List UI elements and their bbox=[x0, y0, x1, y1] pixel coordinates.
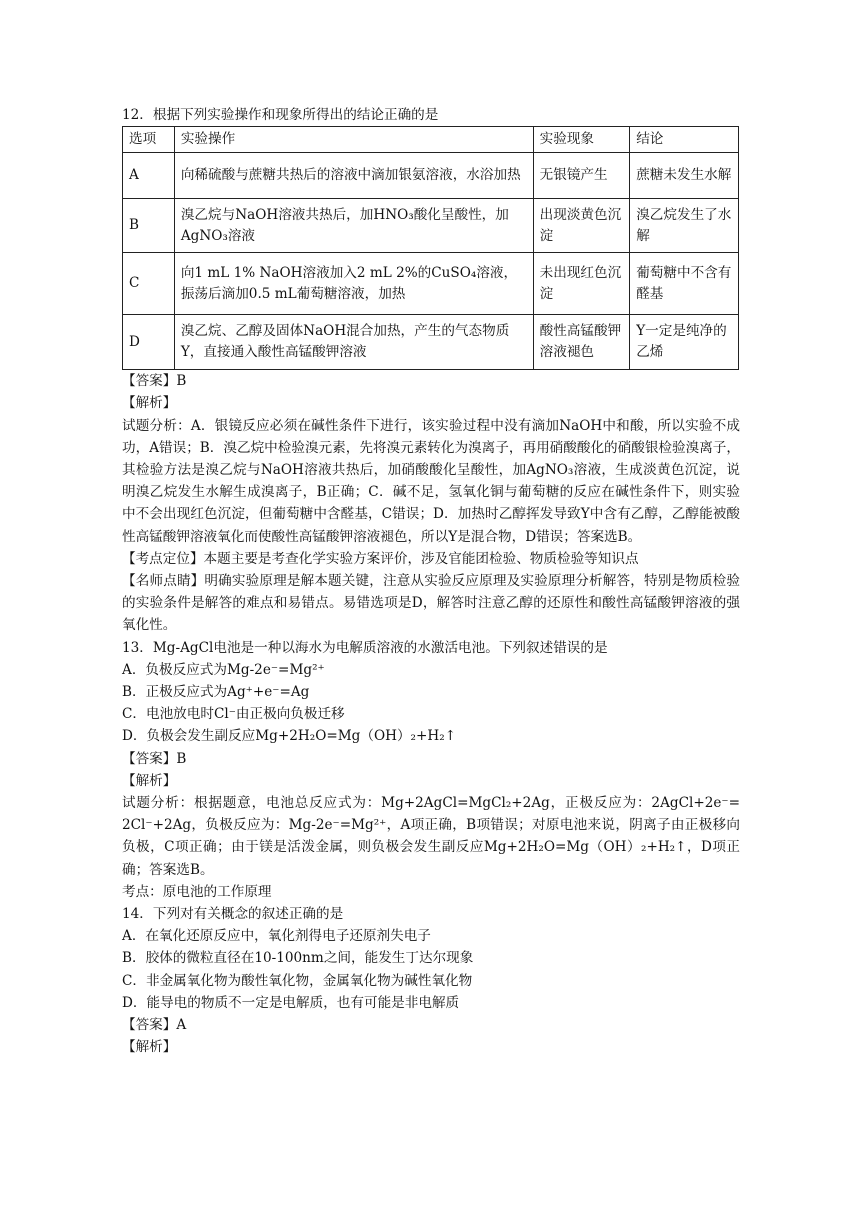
row-conclusion: Y一定是纯净的乙烯 bbox=[630, 315, 739, 370]
q13-option-b: B．正极反应式为Ag⁺+e⁻=Ag bbox=[122, 684, 310, 701]
q13-point: 考点：原电池的工作原理 bbox=[122, 883, 272, 900]
q13-answer: 【答案】B bbox=[122, 750, 187, 767]
q12-analysis: 试题分析：A．银镜反应必须在碱性条件下进行，该实验过程中没有滴加NaOH中和酸，所以实验不成功，A错误；B．溴乙烷中检验溴元素，先将溴元素转化为溴离子，再用硝酸酸化的硝酸银检验溴离子，其检验方法是溴乙烷与NaOH溶液共热后，加硝酸酸化呈酸性，加AgNO₃溶液，生成淡黄色沉淀，说明溴乙烷发生水解生成溴离子，B正确；C．碱不足，氢氧化铜与葡萄糖的反应在碱性条件下，则实验中不会出现红色沉淀，但葡萄糖中含醛基，C错误；D．加热时乙醇挥发导致Y中含有乙醇，乙醇能被酸性高锰酸钾溶液氧化而使酸性高锰酸钾溶液褪色，所以Y是混合物，D错误；答案选B。 bbox=[122, 417, 740, 545]
table-row bbox=[123, 199, 739, 253]
q12-tip: 【名师点睛】明确实验原理是解本题关键，注意从实验反应原理及实验原理分析解答，特别是物质检验的实验条件是解答的难点和易错点。易错选项是D，解答时注意乙醇的还原性和酸性高锰酸钾溶液的强氧化性。 bbox=[122, 573, 740, 634]
q12-stem: 12．根据下列实验操作和现象所得出的结论正确的是 bbox=[122, 107, 439, 123]
q13-analysis-title: 【解析】 bbox=[122, 772, 177, 789]
q12-point: 【考点定位】本题主要是考查化学实验方案评价，涉及官能团检验、物质检验等知识点 bbox=[122, 550, 639, 567]
row-phenomenon: 酸性高锰酸钾溶液褪色 bbox=[533, 315, 630, 370]
row-operation: 向1 mL 1% NaOH溶液加入2 mL 2%的CuSO₄溶液，振荡后滴加0.5 mL葡萄糖溶液，加热 bbox=[174, 253, 533, 315]
q14-option-c: C．非金属氧化物为酸性氧化物，金属氧化物为碱性氧化物 bbox=[122, 972, 473, 989]
q12-analysis-title: 【解析】 bbox=[122, 395, 177, 412]
row-option: A bbox=[123, 153, 175, 199]
q13-option-a: A．负极反应式为Mg-2e⁻=Mg²⁺ bbox=[122, 661, 325, 678]
row-conclusion: 葡萄糖中不含有醛基 bbox=[630, 253, 739, 315]
table-row bbox=[123, 153, 739, 199]
q14-answer: 【答案】A bbox=[122, 1017, 187, 1034]
header-operation: 实验操作 bbox=[174, 127, 533, 153]
row-option: D bbox=[123, 315, 175, 370]
q14-stem: 14．下列对有关概念的叙述正确的是 bbox=[122, 906, 344, 923]
q14-option-d: D．能导电的物质不一定是电解质，也有可能是非电解质 bbox=[122, 994, 460, 1011]
row-operation: 溴乙烷与NaOH溶液共热后，加HNO₃酸化呈酸性，加AgNO₃溶液 bbox=[174, 199, 533, 253]
row-operation: 溴乙烷、乙醇及固体NaOH混合加热，产生的气态物质Y，直接通入酸性高锰酸钾溶液 bbox=[174, 315, 533, 370]
q14-option-b: B．胶体的微粒直径在10-100nm之间，能发生丁达尔现象 bbox=[122, 950, 474, 967]
row-option: C bbox=[123, 253, 175, 315]
q13-analysis: 试题分析：根据题意，电池总反应式为：Mg+2AgCl=MgCl₂+2Ag，正极反应为：2AgCl+2e⁻= 2Cl⁻+2Ag，负极反应为：Mg-2e⁻=Mg²⁺，A项正确，B项错误；对原电池来说，阴离子由正极移向负极，C项正确；由于镁是活泼金属，则负极会发生副反应Mg+2H₂O=Mg（OH）₂+H₂↑，D项正确；答案选B。 bbox=[122, 795, 740, 878]
table-row bbox=[123, 253, 739, 315]
row-conclusion: 溴乙烷发生了水解 bbox=[630, 199, 739, 253]
row-phenomenon: 出现淡黄色沉淀 bbox=[533, 199, 630, 253]
table-header-row bbox=[123, 127, 739, 153]
q13-stem: 13．Mg-AgCl电池是一种以海水为电解质溶液的水激活电池。下列叙述错误的是 bbox=[122, 639, 608, 656]
row-phenomenon: 无银镜产生 bbox=[533, 153, 630, 199]
row-phenomenon: 未出现红色沉淀 bbox=[533, 253, 630, 315]
header-conclusion: 结论 bbox=[630, 127, 739, 153]
header-phenomenon: 实验现象 bbox=[533, 127, 630, 153]
row-option: B bbox=[123, 199, 175, 253]
q13-option-c: C．电池放电时Cl⁻由正极向负极迁移 bbox=[122, 706, 345, 723]
q14-option-a: A．在氧化还原反应中，氧化剂得电子还原剂失电子 bbox=[122, 928, 431, 945]
q12-answer: 【答案】B bbox=[122, 373, 187, 390]
document-page bbox=[122, 104, 740, 1059]
row-operation: 向稀硫酸与蔗糖共热后的溶液中滴加银氨溶液，水浴加热 bbox=[174, 153, 533, 199]
q12-table bbox=[122, 126, 739, 370]
q14-analysis-title: 【解析】 bbox=[122, 1039, 177, 1056]
header-option: 选项 bbox=[123, 127, 175, 153]
table-row bbox=[123, 315, 739, 370]
q13-option-d: D．负极会发生副反应Mg+2H₂O=Mg（OH）₂+H₂↑ bbox=[122, 728, 457, 745]
row-conclusion: 蔗糖未发生水解 bbox=[630, 153, 739, 199]
